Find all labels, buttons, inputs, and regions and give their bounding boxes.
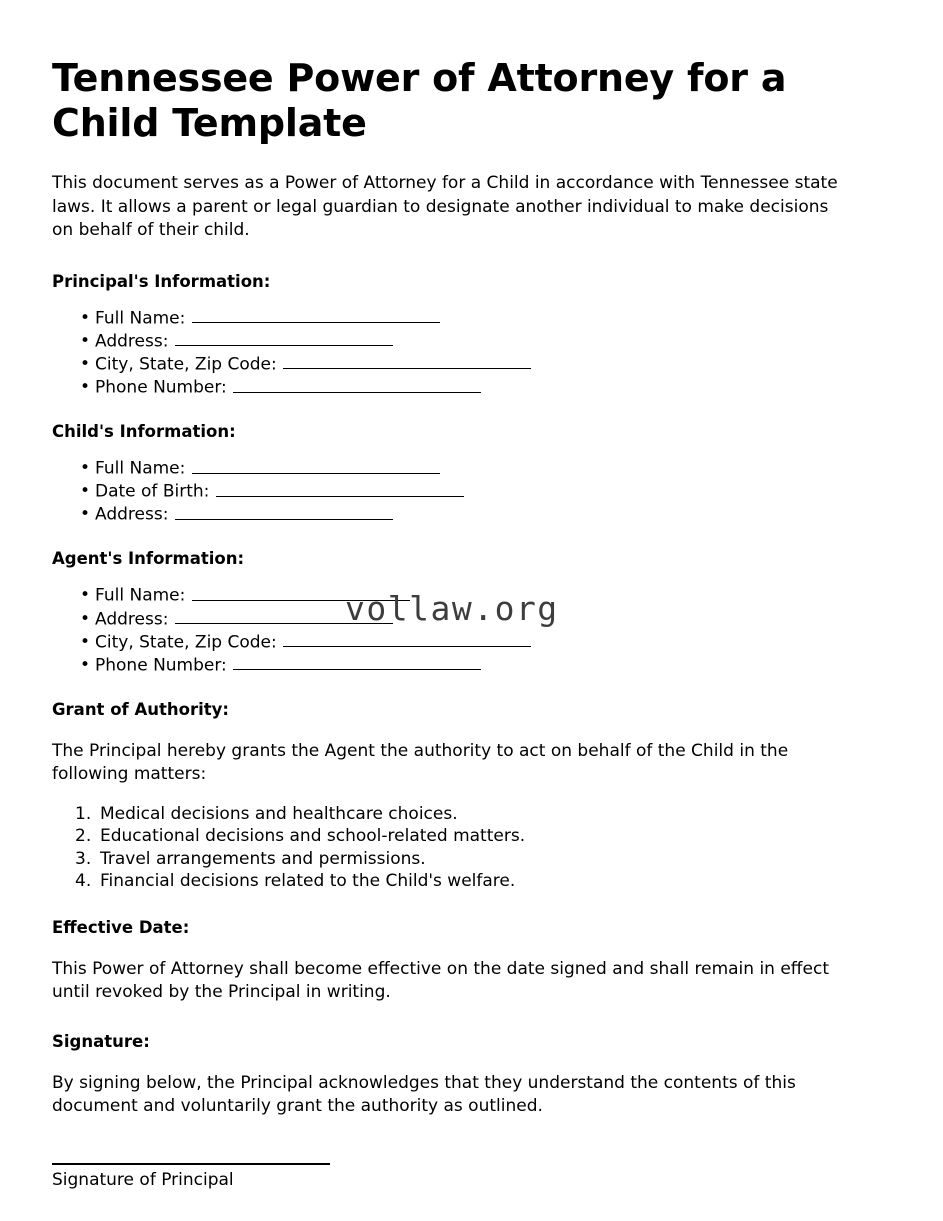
field-blank-line[interactable]	[192, 584, 410, 601]
list-item	[52, 480, 871, 503]
spacer	[52, 893, 871, 917]
field-label: Address:	[95, 331, 169, 352]
field-blank-line[interactable]	[283, 353, 531, 370]
heading-child-information: Child's Information:	[52, 422, 236, 441]
field-blank-line[interactable]	[233, 654, 481, 671]
spacer	[52, 1005, 871, 1031]
field-label: Full Name:	[95, 458, 186, 479]
watermark: vollaw.org	[345, 589, 559, 628]
spacer	[52, 243, 871, 271]
child-field-list	[52, 457, 871, 526]
list-item	[52, 353, 871, 376]
heading-agent-information: Agent's Information:	[52, 549, 245, 569]
field-blank-line[interactable]	[216, 480, 464, 497]
field-blank-line[interactable]	[175, 330, 393, 347]
spacer	[52, 399, 871, 421]
spacer	[52, 939, 871, 958]
field-blank-line[interactable]	[192, 457, 440, 474]
spacer	[52, 787, 871, 803]
heading-effective-date: Effective Date:	[52, 917, 190, 937]
list-item	[52, 457, 871, 480]
spacer	[52, 443, 871, 457]
effective-date-paragraph: This Power of Attorney shall become effective on the date signed and shall remain in effect until revoked by the Principal in writing.	[52, 958, 829, 1003]
field-label: Phone Number:	[95, 377, 227, 398]
list-item	[52, 376, 871, 399]
field-blank-line[interactable]	[175, 503, 393, 520]
signature-block	[52, 1163, 871, 1192]
field-blank-line[interactable]	[192, 307, 440, 324]
field-label: Full Name:	[95, 308, 186, 329]
signature-paragraph: By signing below, the Principal acknowledges that they understand the contents of this document and voluntarily grant the authority as outlined.	[52, 1072, 796, 1117]
page-title: Tennessee Power of Attorney for a Child Template	[52, 56, 787, 145]
list-item	[52, 608, 871, 631]
field-label: Full Name:	[95, 586, 186, 606]
principal-field-list	[52, 307, 871, 400]
heading-principal-information: Principal's Information:	[52, 271, 271, 291]
list-item: Travel arrangements and permissions.	[100, 848, 426, 869]
agent-field-list	[52, 584, 871, 677]
list-item	[52, 631, 871, 654]
intro-paragraph: This document serves as a Power of Attorney for a Child in accordance with Tennessee state laws. It allows a parent or legal guardian to designate another individual to make decisions on behalf of their child.	[52, 173, 838, 240]
list-item: Educational decisions and school-related matters.	[100, 826, 526, 847]
list-item	[52, 307, 871, 330]
field-label: City, State, Zip Code:	[95, 632, 277, 653]
field-blank-line[interactable]	[175, 608, 393, 625]
heading-grant-of-authority: Grant of Authority:	[52, 699, 229, 719]
list-item	[52, 503, 871, 526]
signature-line[interactable]	[52, 1163, 330, 1165]
spacer	[52, 526, 871, 548]
list-item	[52, 330, 871, 353]
spacer	[52, 1053, 871, 1072]
field-label: Address:	[95, 609, 169, 630]
grant-intro-paragraph: The Principal hereby grants the Agent the authority to act on behalf of the Child in the following matters:	[52, 740, 789, 785]
heading-signature: Signature:	[52, 1031, 150, 1051]
spacer	[52, 721, 871, 740]
field-label: City, State, Zip Code:	[95, 354, 277, 375]
signature-caption: Signature of Principal	[52, 1169, 234, 1190]
spacer	[52, 677, 871, 699]
spacer	[52, 293, 871, 307]
field-blank-line[interactable]	[233, 376, 481, 393]
field-label: Address:	[95, 504, 169, 525]
list-item: Medical decisions and healthcare choices.	[100, 803, 458, 824]
spacer	[52, 570, 871, 584]
field-label: Date of Birth:	[95, 481, 210, 502]
list-item	[52, 584, 871, 607]
list-item: Financial decisions related to the Child's welfare.	[100, 871, 516, 892]
authority-matters-list	[52, 803, 871, 893]
field-label: Phone Number:	[95, 655, 227, 676]
field-blank-line[interactable]	[283, 631, 531, 648]
list-item	[52, 654, 871, 677]
